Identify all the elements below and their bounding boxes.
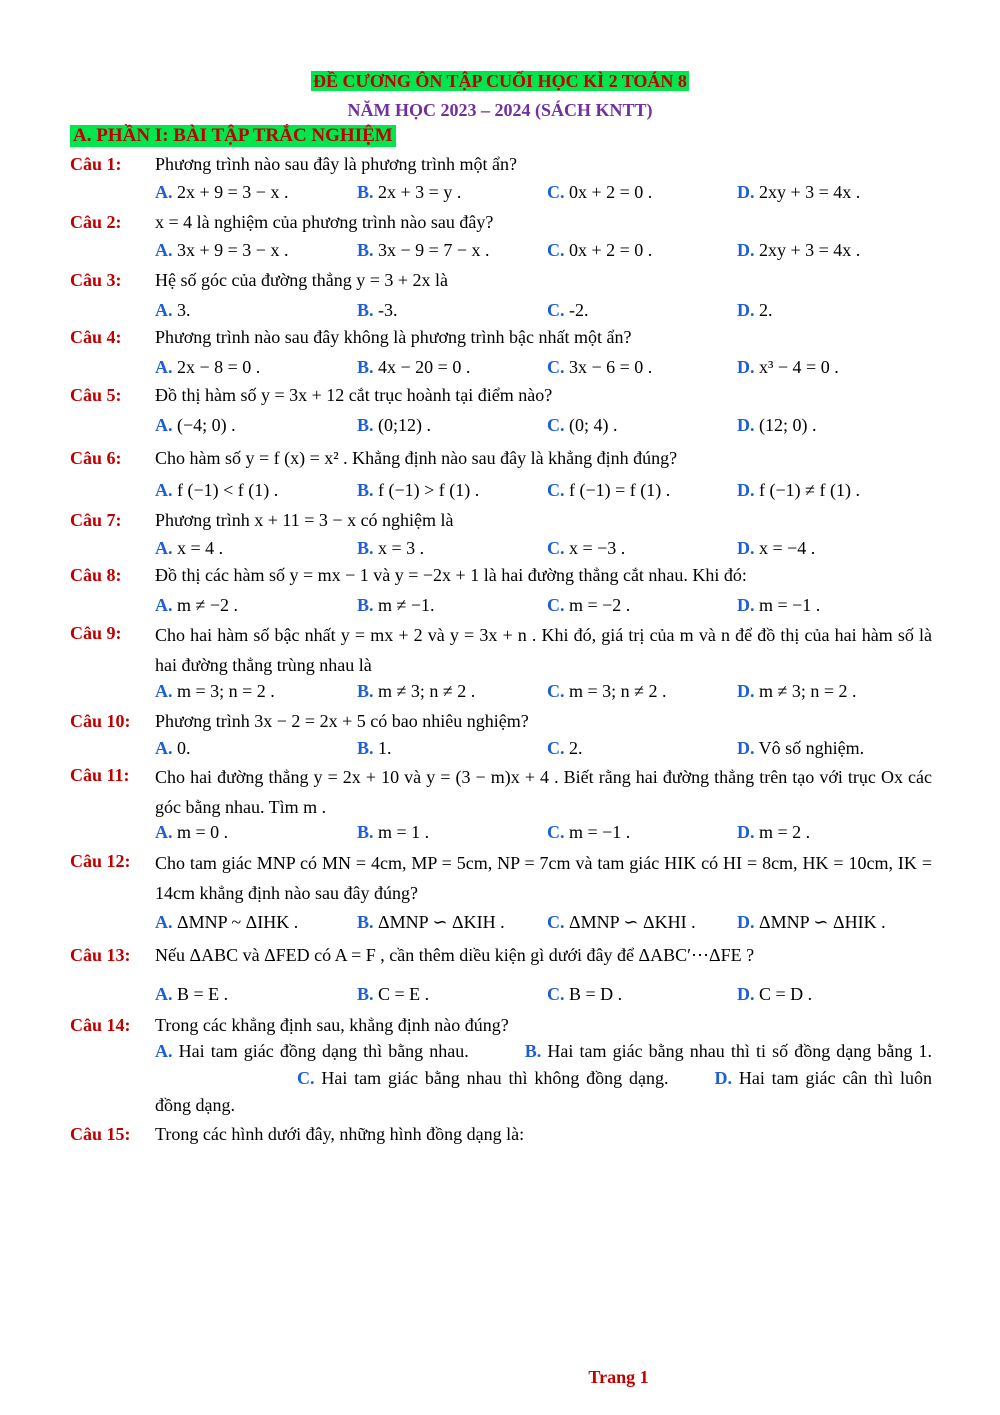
answer-options — [155, 819, 932, 845]
option-d: D. x³ − 4 = 0 . — [737, 357, 839, 377]
option-d: D. 2xy + 3 = 4x . — [737, 182, 861, 202]
option-c: C. 3x − 6 = 0 . — [547, 357, 653, 377]
section-heading: A. PHẦN I: BÀI TẬP TRẮC NGHIỆM — [70, 125, 396, 147]
question-label: Câu 3: — [70, 270, 122, 290]
option-d: D. C = D . — [737, 984, 813, 1004]
option-a: A. 0. — [155, 738, 191, 758]
option-b: B. x = 3 . — [357, 538, 425, 558]
answer-options — [155, 1038, 932, 1119]
question-text: Phương trình nào sau đây không là phương trình bậc nhất một ẩn? — [155, 327, 632, 347]
question-text: Nếu ΔABC và ΔFED có A = F , cần thêm diều kiện gì dưới đây để ΔABC′⋯ΔFE ? — [155, 945, 755, 965]
answer-options — [155, 592, 932, 618]
option-a: A. 3. — [155, 300, 191, 320]
question-label: Câu 11: — [70, 765, 130, 785]
option-d: D. Vô số nghiệm. — [737, 738, 865, 758]
option-b: B. 3x − 9 = 7 − x . — [357, 240, 490, 260]
option-c: C. -2. — [547, 300, 589, 320]
question-text: Cho tam giác MNP có MN = 4cm, MP = 5cm, NP = 7cm và tam giác HIK có HI = 8cm, HK = 10cm, IK = 14cm khẳng định nào sau đây đúng? — [155, 853, 932, 903]
answer-options — [155, 412, 932, 438]
question-text: Phương trình x + 11 = 3 − x có nghiệm là — [155, 510, 454, 530]
option-d: D. x = −4 . — [737, 538, 816, 558]
answer-options — [155, 535, 932, 561]
answer-options — [155, 237, 932, 263]
option-b: B. -3. — [357, 300, 398, 320]
page-number: Trang 1 — [588, 1367, 649, 1387]
question-text: x = 4 là nghiệm của phương trình nào sau đây? — [155, 212, 494, 232]
question-label: Câu 7: — [70, 510, 122, 530]
option-a: A. m ≠ −2 . — [155, 595, 239, 615]
option-c: C. ΔMNP ∽ ΔKHI . — [547, 912, 696, 932]
option-a: A. B = E . — [155, 984, 229, 1004]
option-a: A. x = 4 . — [155, 538, 224, 558]
option-c: C. B = D . — [547, 984, 623, 1004]
question-text: Cho hai hàm số bậc nhất y = mx + 2 và y = 3x + n . Khi đó, giá trị của m và n để đồ thị của hai hàm số là hai đường thẳng trùng nhau là — [155, 625, 932, 675]
option-c: C. f (−1) = f (1) . — [547, 480, 671, 500]
document-subtitle: NĂM HỌC 2023 – 2024 (SÁCH KNTT) — [347, 100, 653, 120]
option-c: C. m = −2 . — [547, 595, 631, 615]
option-c: C. (0; 4) . — [547, 415, 618, 435]
option-b: B. 4x − 20 = 0 . — [357, 357, 471, 377]
option-b: B. 2x + 3 = y . — [357, 182, 462, 202]
option-a: A. 2x + 9 = 3 − x . — [155, 182, 289, 202]
option-a: A. 3x + 9 = 3 − x . — [155, 240, 289, 260]
option-c: C. 0x + 2 = 0 . — [547, 240, 653, 260]
question-text: Cho hàm số y = f (x) = x² . Khẳng định nào sau đây là khẳng định đúng? — [155, 448, 678, 468]
question-label: Câu 5: — [70, 385, 122, 405]
option-a: A. ΔMNP ~ ΔIHK . — [155, 912, 299, 932]
answer-options — [155, 981, 932, 1007]
option-b: B. f (−1) > f (1) . — [357, 480, 480, 500]
answer-options — [155, 179, 932, 205]
question-label: Câu 9: — [70, 623, 122, 643]
question-label: Câu 14: — [70, 1015, 131, 1035]
answer-options — [155, 678, 932, 704]
document-title: ĐỀ CƯƠNG ÔN TẬP CUỐI HỌC KÌ 2 TOÁN 8 — [313, 71, 687, 91]
question-label: Câu 12: — [70, 851, 131, 871]
question-label: Câu 15: — [70, 1124, 131, 1144]
option-c: C. x = −3 . — [547, 538, 626, 558]
answer-options — [155, 297, 932, 323]
option-d: D. f (−1) ≠ f (1) . — [737, 480, 860, 500]
option-c: C. m = −1 . — [547, 822, 631, 842]
question-label: Câu 2: — [70, 212, 122, 232]
answer-options — [155, 735, 932, 761]
question-label: Câu 6: — [70, 448, 122, 468]
option-c: C. Hai tam giác bằng nhau thì không đồng dạng. — [297, 1068, 669, 1088]
option-d: D. 2. — [737, 300, 773, 320]
option-d: D. m = 2 . — [737, 822, 811, 842]
option-b: B. C = E . — [357, 984, 430, 1004]
option-b: B. 1. — [357, 738, 392, 758]
option-b: B. (0;12) . — [357, 415, 432, 435]
option-a: A. (−4; 0) . — [155, 415, 236, 435]
question-text: Đồ thị các hàm số y = mx − 1 và y = −2x + 1 là hai đường thẳng cắt nhau. Khi đó: — [155, 565, 747, 585]
option-c: C. m = 3; n ≠ 2 . — [547, 681, 667, 701]
answer-options — [155, 909, 932, 935]
question-text: Cho hai đường thẳng y = 2x + 10 và y = (3 − m)x + 4 . Biết rằng hai đường thẳng trên tạo với trục Ox các góc bằng nhau. Tìm m . — [155, 767, 932, 817]
question-text: Trong các hình dưới đây, những hình đồng dạng là: — [155, 1124, 525, 1144]
question-label: Câu 10: — [70, 711, 131, 731]
option-a: A. m = 3; n = 2 . — [155, 681, 275, 701]
option-c: C. 2. — [547, 738, 583, 758]
question-text: Phương trình nào sau đây là phương trình một ẩn? — [155, 154, 517, 174]
answer-options — [155, 354, 932, 380]
option-d: D. ΔMNP ∽ ΔHIK . — [737, 912, 886, 932]
option-a: A. m = 0 . — [155, 822, 229, 842]
option-b: B. m = 1 . — [357, 822, 430, 842]
option-a: A. 2x − 8 = 0 . — [155, 357, 261, 377]
option-a: A. Hai tam giác đồng dạng thì bằng nhau. — [155, 1041, 469, 1061]
option-b: B. m ≠ −1. — [357, 595, 435, 615]
option-d: D. m ≠ 3; n = 2 . — [737, 681, 857, 701]
answer-options — [155, 477, 932, 503]
question-label: Câu 13: — [70, 945, 131, 965]
option-b: B. Hai tam giác bằng nhau thì ti số đồng dạng bằng 1. — [524, 1041, 932, 1061]
question-text: Đồ thị hàm số y = 3x + 12 cắt trục hoành tại điểm nào? — [155, 385, 553, 405]
question-text: Trong các khẳng định sau, khẳng định nào đúng? — [155, 1015, 509, 1035]
option-d: D. 2xy + 3 = 4x . — [737, 240, 861, 260]
option-b: B. ΔMNP ∽ ΔKIH . — [357, 912, 505, 932]
option-d: D. m = −1 . — [737, 595, 821, 615]
option-b: B. m ≠ 3; n ≠ 2 . — [357, 681, 476, 701]
option-d: D. (12; 0) . — [737, 415, 817, 435]
question-text: Hệ số góc của đường thẳng y = 3 + 2x là — [155, 270, 449, 290]
question-text: Phương trình 3x − 2 = 2x + 5 có bao nhiêu nghiệm? — [155, 711, 529, 731]
question-label: Câu 1: — [70, 154, 122, 174]
option-d: D. Hai tam giác cân thì luôn đồng dạng. — [155, 1068, 932, 1115]
option-a: A. f (−1) < f (1) . — [155, 480, 279, 500]
question-label: Câu 4: — [70, 327, 122, 347]
option-c: C. 0x + 2 = 0 . — [547, 182, 653, 202]
question-label: Câu 8: — [70, 565, 122, 585]
